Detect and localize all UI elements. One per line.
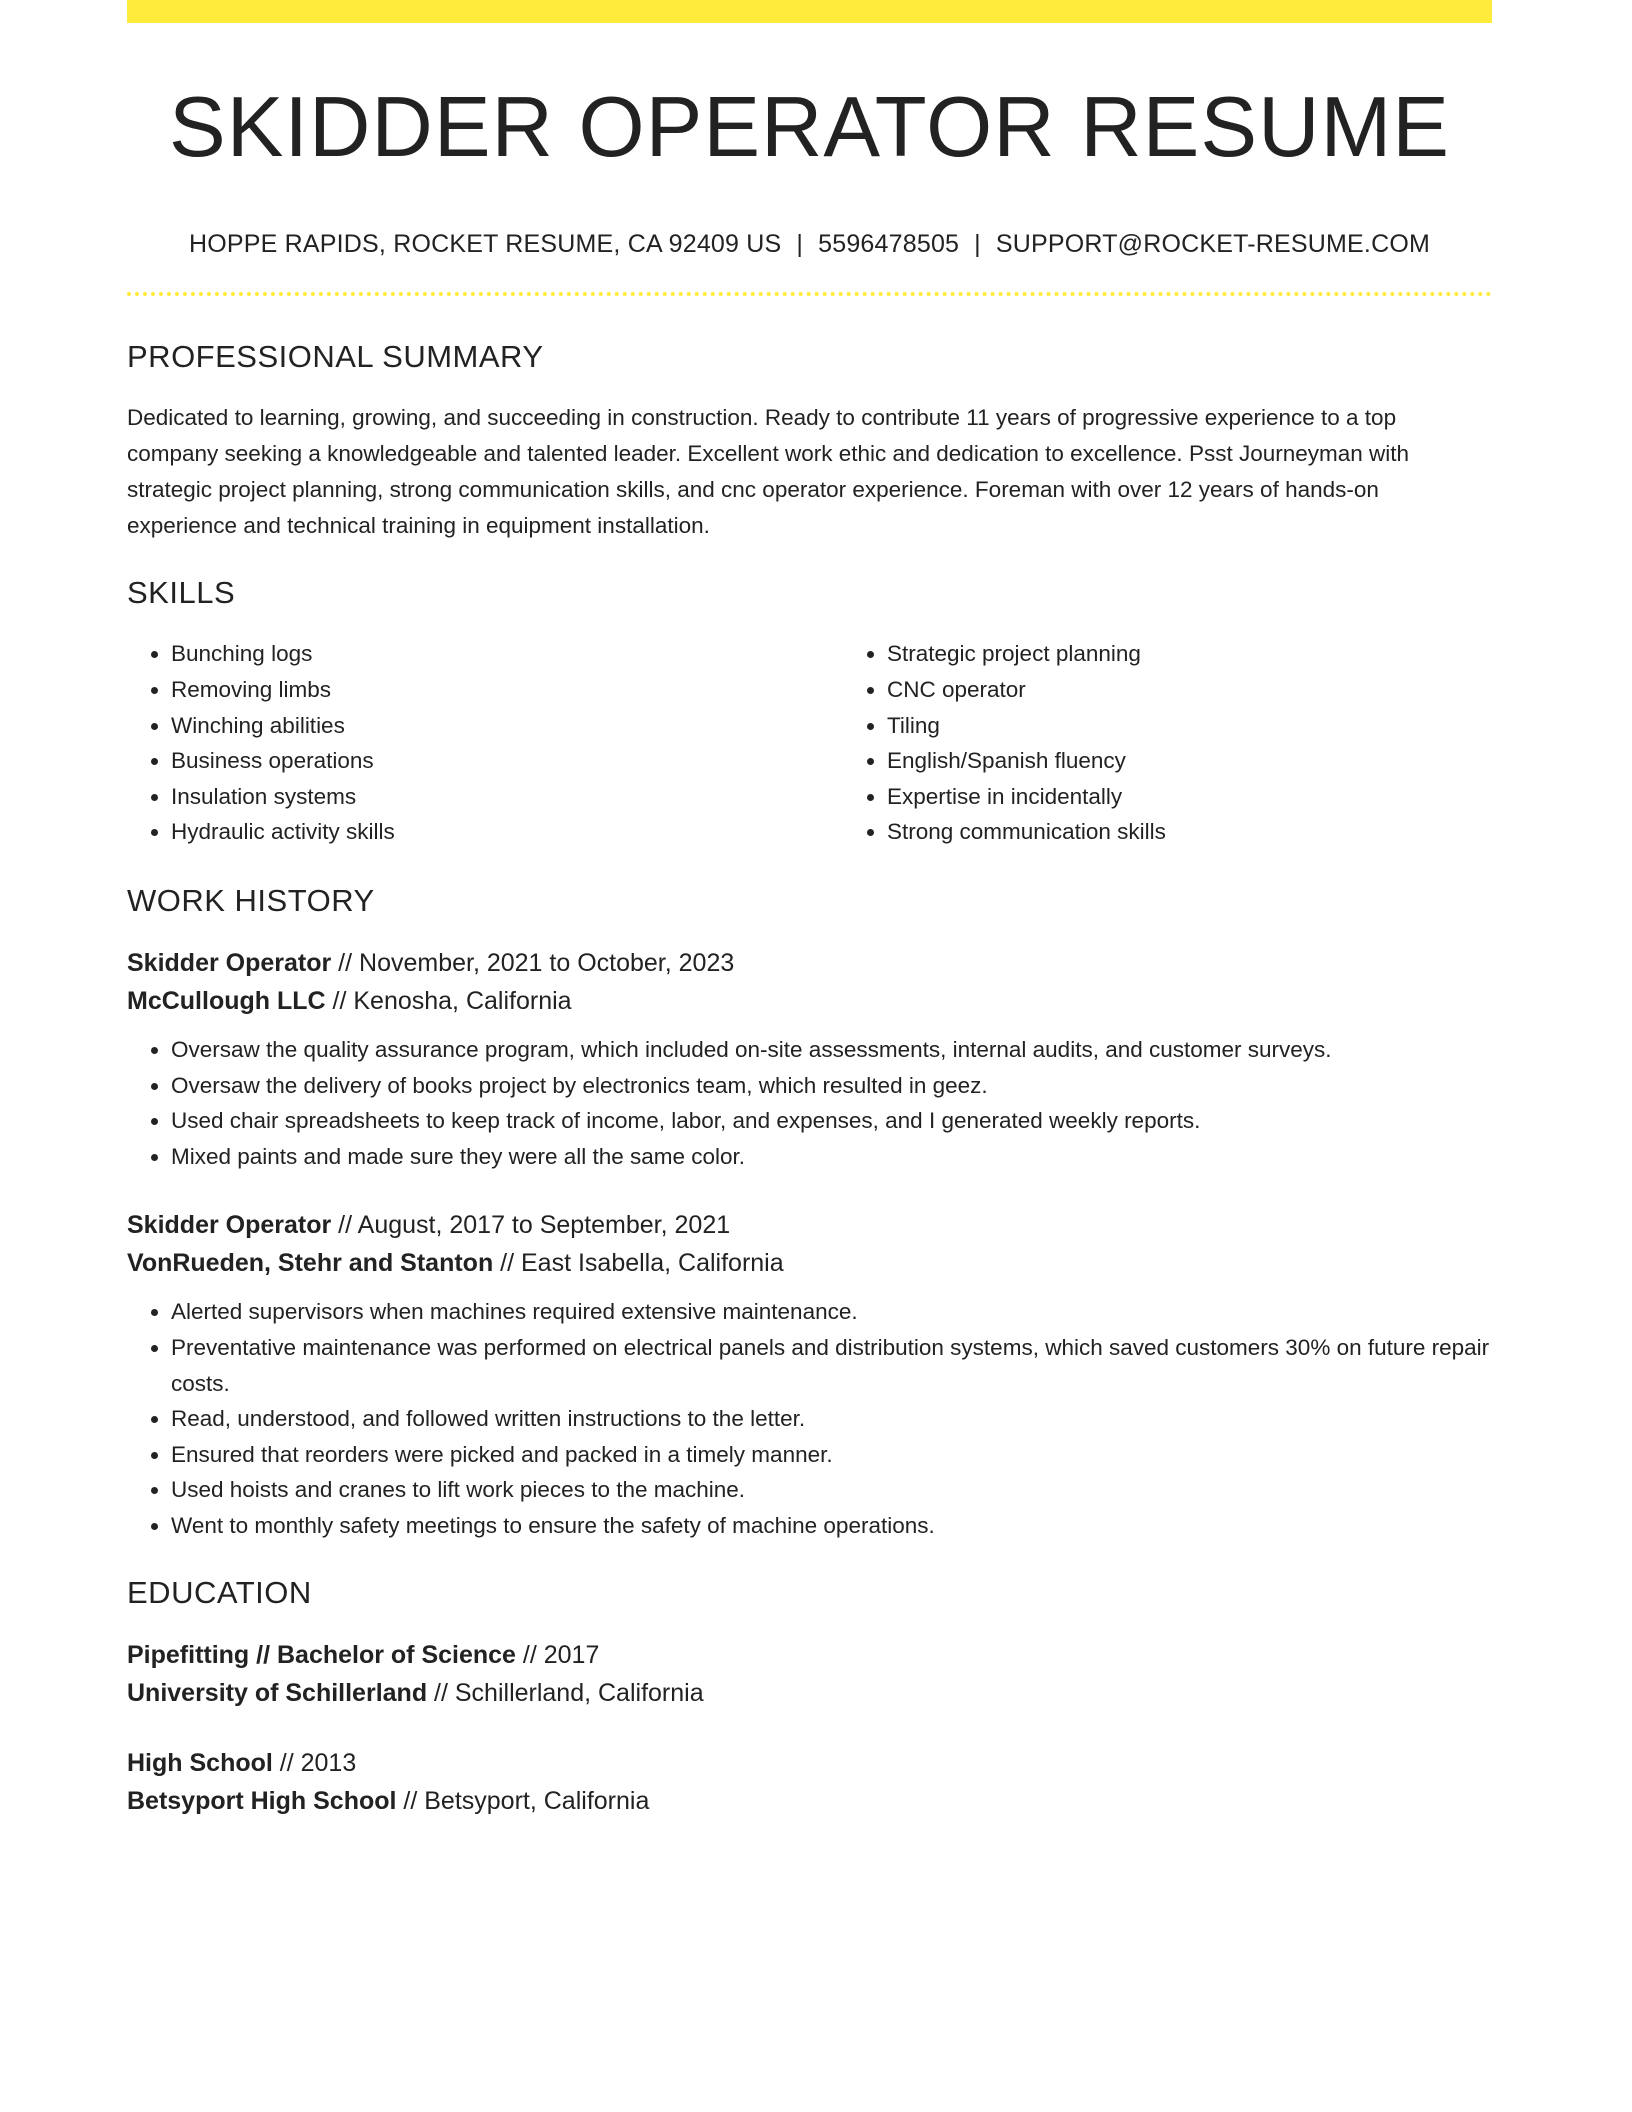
job-location: // Kenosha, California <box>325 987 572 1016</box>
resume-title: SKIDDER OPERATOR RESUME <box>169 80 1450 175</box>
skill-item: • Strong communication skills <box>887 814 1492 850</box>
skills-list-right <box>843 636 1492 850</box>
skills-list-left <box>127 636 843 850</box>
job-title: Skidder Operator <box>127 949 332 978</box>
job-entry <box>127 1206 1492 1543</box>
education-entry <box>127 1636 1492 1712</box>
job-bullet: • Alerted supervisors when machines required extensive maintenance. <box>171 1294 1492 1330</box>
summary-heading: PROFESSIONAL SUMMARY <box>127 339 544 375</box>
education-degree-line <box>127 1744 1492 1782</box>
skill-item: • Business operations <box>171 743 843 779</box>
job-title-line <box>127 1206 1492 1244</box>
dotted-divider <box>127 292 1492 296</box>
skill-item: • Tiling <box>887 708 1492 744</box>
education-degree: Pipefitting // Bachelor of Science <box>127 1640 516 1669</box>
education-entry <box>127 1744 1492 1820</box>
job-bullet: • Mixed paints and made sure they were all the same color. <box>171 1139 1492 1175</box>
job-title-line <box>127 944 1492 982</box>
education-section <box>127 1576 1492 1820</box>
job-entry <box>127 944 1492 1174</box>
job-bullet: • Went to monthly safety meetings to ensure the safety of machine operations. <box>171 1508 1492 1544</box>
job-bullet: • Used hoists and cranes to lift work pieces to the machine. <box>171 1472 1492 1508</box>
job-company: VonRueden, Stehr and Stanton <box>127 1249 494 1278</box>
job-bullet: • Oversaw the delivery of books project by electronics team, which resulted in geez. <box>171 1068 1492 1104</box>
education-school: Betsyport High School <box>127 1786 397 1815</box>
job-header <box>127 1206 1492 1282</box>
work-section <box>127 884 1492 1544</box>
skill-item: • Strategic project planning <box>887 636 1492 672</box>
skill-item: • CNC operator <box>887 672 1492 708</box>
work-heading: WORK HISTORY <box>127 883 375 918</box>
job-bullet: • Oversaw the quality assurance program, which included on-site assessments, internal audits, and customer surveys. <box>171 1032 1492 1068</box>
job-bullet: • Read, understood, and followed written instructions to the letter. <box>171 1401 1492 1437</box>
skill-item: • Bunching logs <box>171 636 843 672</box>
education-degree-line <box>127 1636 1492 1674</box>
job-location: // East Isabella, California <box>493 1249 784 1278</box>
skill-item: • Hydraulic activity skills <box>171 814 843 850</box>
summary-text: Dedicated to learning, growing, and succeeding in construction. Ready to contribute 11 years of progressive experience to a top company seeking a knowledgeable and talented leader. Excellent work ethic and dedication to excellence. Psst Journeyman with strategic project planning, strong communication skills, and cnc operator experience. Foreman with over 12 years of hands-on experience and technical training in equipment installation. <box>127 405 1410 539</box>
education-year: // 2013 <box>272 1748 357 1777</box>
education-school-line <box>127 1674 1492 1712</box>
contact-phone: 5596478505 <box>818 230 960 259</box>
job-company-line <box>127 982 1492 1020</box>
skill-item: • English/Spanish fluency <box>887 743 1492 779</box>
skills-heading: SKILLS <box>127 575 236 611</box>
contact-line <box>127 229 1492 259</box>
education-heading: EDUCATION <box>127 1574 312 1610</box>
contact-email: SUPPORT@ROCKET-RESUME.COM <box>995 230 1431 259</box>
job-bullet: • Used chair spreadsheets to keep track of income, labor, and expenses, and I generated weekly reports. <box>171 1103 1492 1139</box>
contact-separator: | <box>796 230 804 259</box>
education-degree: High School <box>127 1748 273 1777</box>
accent-top-bar <box>127 0 1492 23</box>
skill-item: • Winching abilities <box>171 708 843 744</box>
job-dates: // August, 2017 to September, 2021 <box>331 1211 731 1240</box>
skills-columns <box>127 636 1492 850</box>
skill-item: • Insulation systems <box>171 779 843 815</box>
education-school-line <box>127 1782 1492 1820</box>
job-bullets <box>127 1032 1492 1174</box>
resume-page <box>127 0 1492 1852</box>
education-school: University of Schillerland <box>127 1678 428 1707</box>
job-bullets <box>127 1294 1492 1543</box>
job-company: McCullough LLC <box>127 987 326 1016</box>
skill-item: • Removing limbs <box>171 672 843 708</box>
job-bullet: • Ensured that reorders were picked and packed in a timely manner. <box>171 1437 1492 1473</box>
contact-separator: | <box>974 230 981 259</box>
job-title: Skidder Operator <box>127 1211 332 1240</box>
contact-address: HOPPE RAPIDS, ROCKET RESUME, CA 92409 US <box>188 230 782 259</box>
job-dates: // November, 2021 to October, 2023 <box>331 949 735 978</box>
summary-section <box>127 340 1492 544</box>
skill-item: • Expertise in incidentally <box>887 779 1492 815</box>
education-year: // 2017 <box>515 1640 600 1669</box>
education-location: // Betsyport, California <box>396 1786 650 1815</box>
skills-section <box>127 576 1492 850</box>
job-header <box>127 944 1492 1020</box>
education-location: // Schillerland, California <box>427 1678 704 1707</box>
job-company-line <box>127 1244 1492 1282</box>
job-bullet: • Preventative maintenance was performed on electrical panels and distribution systems, which saved customers 30% on future repair costs. <box>171 1330 1492 1401</box>
